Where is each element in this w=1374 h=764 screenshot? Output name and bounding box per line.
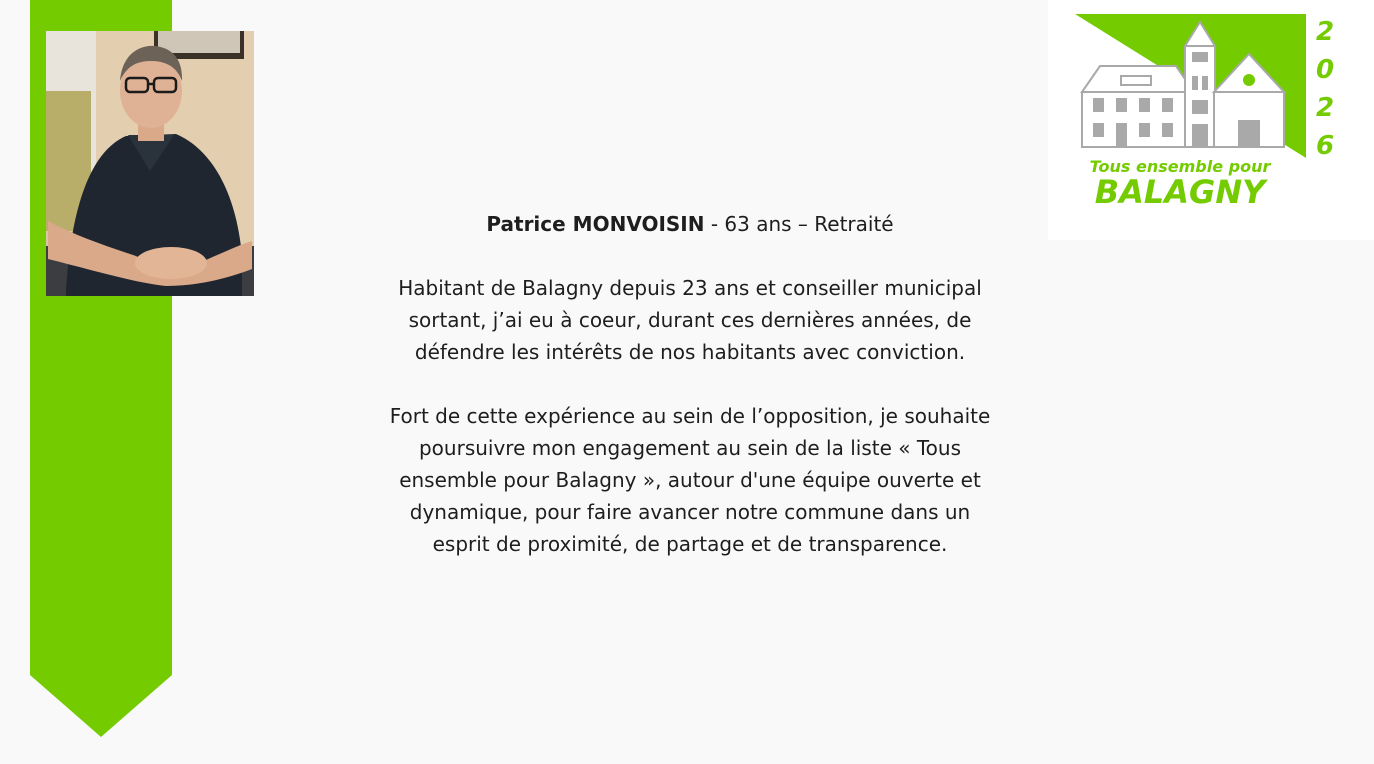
candidate-photo [46,31,254,296]
logo-year-digit: 2 [1315,93,1335,123]
bio-line: Fort de cette expérience au sein de l’opposition, je souhaite [389,404,991,428]
bio-paragraph-1 [340,272,1040,368]
bio-line: esprit de proximité, de partage et de transparence. [432,532,948,556]
bio-line: ensemble pour Balagny », autour d'une équipe ouverte et [399,468,981,492]
bio-line: dynamique, pour faire avancer notre commune dans un [409,500,971,524]
logo-town-name: BALAGNY [1094,173,1266,211]
bio-line: sortant, j’ai eu à coeur, durant ces dernières années, de [408,308,972,332]
candidate-details: - 63 ans – Retraité [704,212,894,236]
logo-year-digit: 0 [1315,55,1335,85]
logo-year-digit: 6 [1315,131,1335,161]
candidate-bio [340,208,1040,592]
bio-line: défendre les intérêts de nos habitants avec conviction. [414,340,966,364]
candidate-name: Patrice MONVOISIN [486,212,705,236]
campaign-logo [1048,0,1374,240]
logo-year-digit: 2 [1315,17,1335,47]
bio-line: Habitant de Balagny depuis 23 ans et conseiller municipal [398,276,982,300]
logo-dot [1243,74,1255,86]
bio-paragraph-2 [340,400,1040,560]
candidate-heading [340,208,1040,240]
logo-tagline: Tous ensemble pour [1089,157,1271,176]
bio-line: poursuivre mon engagement au sein de la liste « Tous [418,436,962,460]
